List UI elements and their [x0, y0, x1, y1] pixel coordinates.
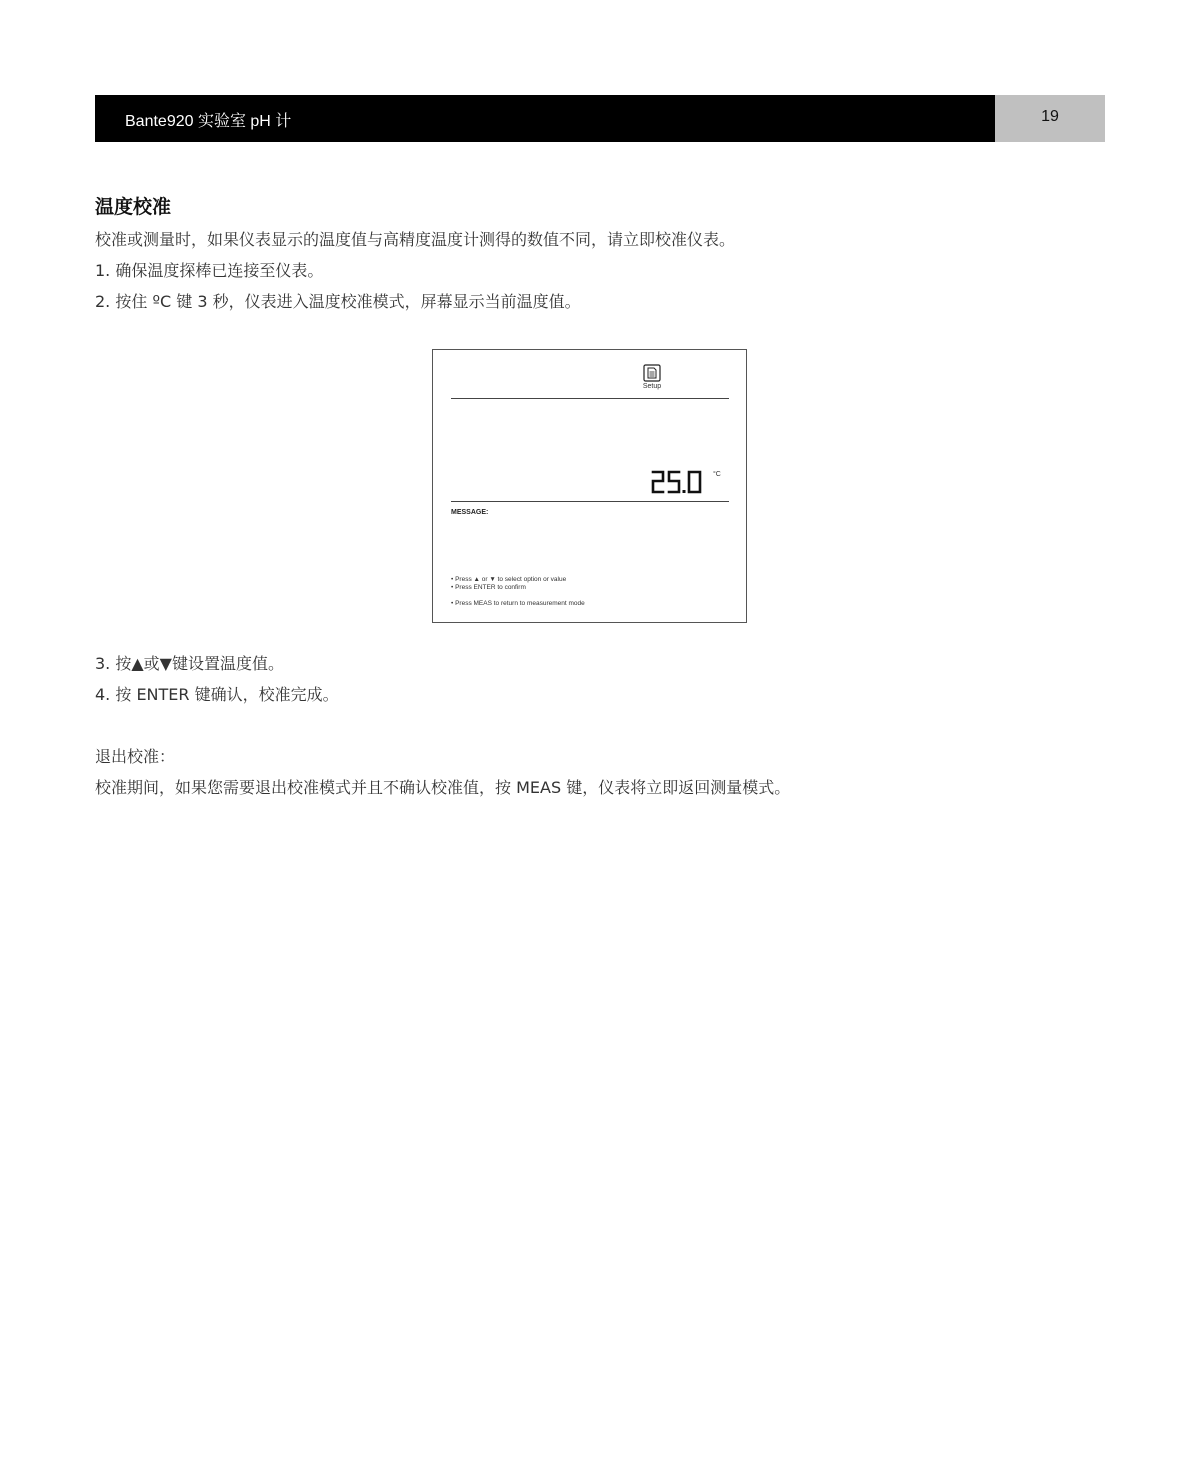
section-title: 温度校准 — [95, 196, 172, 218]
step-4: 4. 按 ENTER 键确认，校准完成。 — [95, 685, 339, 704]
document-icon — [643, 364, 661, 382]
exit-paragraph: 校准期间，如果您需要退出校准模式并且不确认校准值，按 MEAS 键，仪表将立即返回测量模式。 — [95, 778, 791, 797]
intro-paragraph: 校准或测量时，如果仪表显示的温度值与高精度温度计测得的数值不同，请立即校准仪表。 — [95, 230, 736, 249]
step-1: 1. 确保温度探棒已连接至仪表。 — [95, 261, 324, 280]
temperature-value-display — [650, 468, 706, 496]
page-number: 19 — [1041, 108, 1059, 125]
step-3: 3. 按▲或▼键设置温度值。 — [95, 654, 284, 673]
exit-title: 退出校准： — [95, 747, 176, 766]
lcd-screen-figure — [432, 349, 747, 623]
page-number-box — [995, 95, 1105, 142]
hint-confirm: • Press ENTER to confirm — [451, 584, 526, 591]
hint-return: • Press MEAS to return to measurement mode — [451, 600, 585, 607]
temperature-unit: °C — [713, 471, 721, 478]
setup-label: Setup — [642, 383, 662, 390]
lcd-divider-bottom — [451, 501, 729, 502]
step-2: 2. 按住 ºC 键 3 秒，仪表进入温度校准模式，屏幕显示当前温度值。 — [95, 292, 581, 311]
header-bar — [95, 95, 995, 142]
hint-select: • Press ▲ or ▼ to select option or value — [451, 576, 567, 583]
header-title: Bante920 实验室 pH 计 — [125, 113, 292, 130]
message-label: MESSAGE: — [451, 509, 489, 516]
lcd-divider-top — [451, 398, 729, 399]
